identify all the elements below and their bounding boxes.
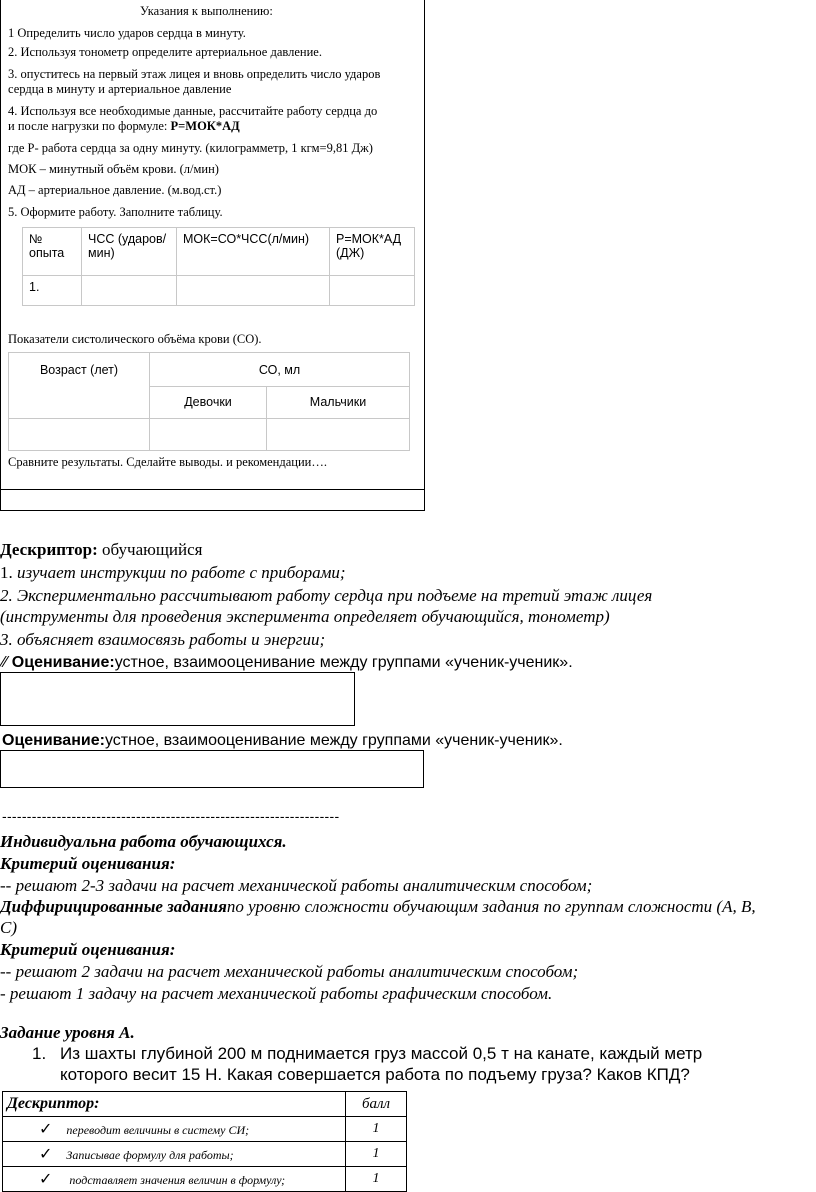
criterion-label-1: Критерий оценивания: [0, 854, 176, 873]
descriptor-row: ✓ подставляет значения величин в формулу; [3, 1167, 346, 1192]
step-4-line-1: 4. Используя все необходимые данные, рассчитайте работу сердца до [8, 104, 378, 118]
header-mok: МОК=СО*ЧСС(л/мин) [177, 228, 330, 276]
experiment-table [22, 227, 415, 306]
instructions-heading: Указания к выполнению: [140, 4, 273, 18]
step-1: 1 Определить число ударов сердца в минуту. [8, 26, 246, 40]
descriptor-row: ✓ переводит величины в систему СИ; [3, 1117, 346, 1142]
task-a-descriptor-table [2, 1091, 407, 1192]
differentiated-tasks: Диффирицированные заданияпо уровню сложности обучающим задания по группам сложности (А, В, [0, 897, 756, 916]
descriptor-line: Дескриптор: обучающийся [0, 540, 203, 559]
assessment-line-2: Оценивание:устное, взаимооценивание между группами «ученик-ученик». [2, 732, 563, 749]
assessment-box-2 [0, 750, 424, 788]
score-header: балл [346, 1092, 407, 1117]
descriptor-item-1: 1. изучает инструкции по работе с приборами; [0, 563, 346, 582]
descriptor-row: ✓ Записывае формулу для работы; [3, 1142, 346, 1167]
differentiated-tasks-line-2: С) [0, 918, 17, 937]
instructions-box-divider [0, 489, 425, 490]
descriptor-item-2-line-1: 2. Экспериментально рассчитывают работу сердца при подъеме на третий этаж лицея [0, 586, 653, 605]
assessment-box-1 [0, 672, 355, 726]
table-cell [82, 276, 177, 306]
step-3-line-1: 3. опуститесь на первый этаж лицея и вновь определить число ударов [8, 67, 381, 81]
checkmark-icon: ✓ [39, 1171, 53, 1188]
step-5: 5. Оформите работу. Заполните таблицу. [8, 205, 223, 219]
checkmark-icon: ✓ [39, 1121, 53, 1138]
header-girls: Девочки [150, 387, 267, 419]
criterion-2b: - решают 1 задачу на расчет механической работы графическим способом. [0, 984, 553, 1003]
co-title: Показатели систолического объёма крови (СО). [8, 332, 262, 346]
descriptor-header: Дескриптор: [3, 1092, 346, 1117]
table-cell [177, 276, 330, 306]
assessment-line-1: ⁄⁄ Оценивание:устное, взаимооценивание между группами «ученик-ученик». [2, 654, 573, 671]
separator-line: -------------------------------------------------------------------- [2, 808, 340, 824]
score-cell: 1 [346, 1117, 407, 1142]
score-cell: 1 [346, 1142, 407, 1167]
table-cell: 1. [23, 276, 82, 306]
table-cell [9, 419, 150, 451]
criterion-2a: -- решают 2 задачи на расчет механической работы аналитическим способом; [0, 962, 579, 981]
table-cell [330, 276, 415, 306]
co-table [8, 352, 410, 451]
header-boys: Мальчики [267, 387, 410, 419]
descriptor-item-3: 3. объясняет взаимосвязь работы и энергии; [0, 630, 326, 649]
header-age: Возраст (лет) [9, 353, 150, 419]
step-3-line-2: сердца в минуту и артериальное давление [8, 82, 232, 96]
header-work: Р=МОК*АД (ДЖ) [330, 228, 415, 276]
individual-title: Индивидуальна работа обучающихся. [0, 832, 287, 851]
table-cell [150, 419, 267, 451]
step-4-line-2: и после нагрузки по формуле: Р=МОК*АД [8, 119, 240, 133]
task-a-line-2: которого весит 15 Н. Какая совершается работа по подъему груза? Каков КПД? [60, 1065, 690, 1084]
task-a-number: 1. [32, 1044, 47, 1063]
compare-text: Сравните результаты. Сделайте выводы. и рекомендации…. [8, 455, 327, 469]
ad-definition: АД – артериальное давление. (м.вод.ст.) [8, 183, 222, 197]
criterion-1: -- решают 2-3 задачи на расчет механической работы аналитическим способом; [0, 876, 593, 895]
table-cell [267, 419, 410, 451]
step-2: 2. Используя тонометр определите артериальное давление. [8, 45, 322, 59]
task-a-title: Задание уровня А. [0, 1023, 135, 1042]
header-heart-rate: ЧСС (ударов/мин) [82, 228, 177, 276]
where-p: где Р- работа сердца за одну минуту. (килограмметр, 1 кгм=9,81 Дж) [8, 141, 373, 155]
task-a-line-1: Из шахты глубиной 200 м поднимается груз массой 0,5 т на канате, каждый метр [60, 1044, 703, 1063]
checkmark-icon: ✓ [39, 1146, 53, 1163]
header-experiment-no: № опыта [23, 228, 82, 276]
descriptor-item-2-line-2: (инструменты для проведения эксперимента определяет обучающийся, тонометр) [0, 607, 610, 626]
criterion-label-2: Критерий оценивания: [0, 940, 176, 959]
formula: Р=МОК*АД [170, 119, 240, 133]
header-co: СО, мл [150, 353, 410, 387]
score-cell: 1 [346, 1167, 407, 1192]
mok-definition: МОК – минутный объём крови. (л/мин) [8, 162, 219, 176]
